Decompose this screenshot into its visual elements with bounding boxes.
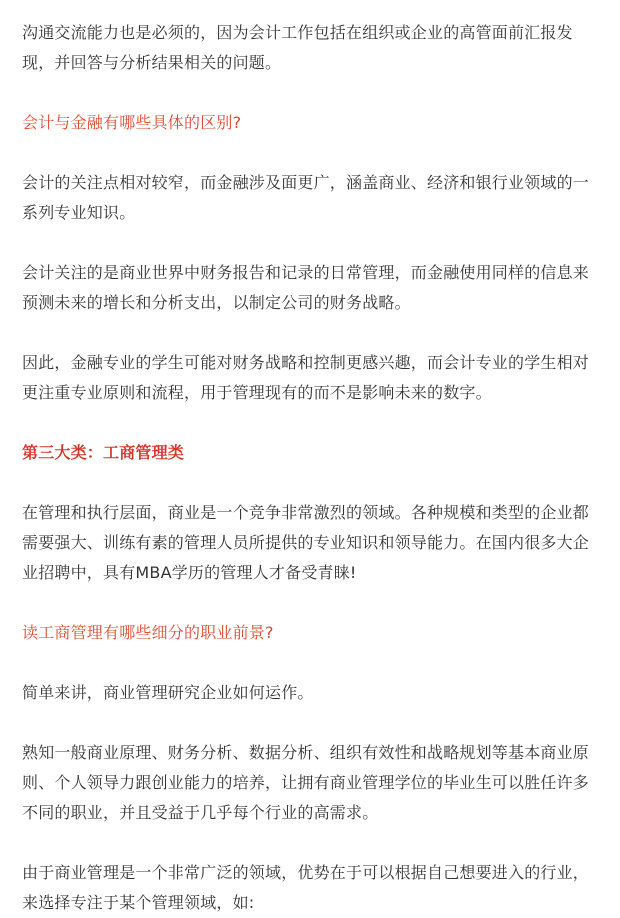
paragraph-broad-field: 由于商业管理是一个非常广泛的领域，优势在于可以根据自己想要进入的行业，来选择专注于某个管理领域，如:: [22, 863, 590, 912]
question-career-prospects: 读工商管理有哪些细分的职业前景?: [22, 623, 274, 642]
paragraph-spacer: [22, 78, 604, 108]
paragraph-spacer: [22, 138, 604, 168]
paragraph-spacer: [22, 228, 604, 258]
paragraph-communication-skills: 沟通交流能力也是必须的，因为会计工作包括在组织或企业的高管面前汇报发现，并回答与分析结果相关的问题。: [22, 23, 573, 72]
section-heading-business-administration: 第三大类：工商管理类: [22, 443, 185, 462]
paragraph-spacer: [22, 468, 604, 498]
paragraph-spacer: [22, 828, 604, 858]
paragraph-focus-difference: 会计的关注点相对较窄，而金融涉及面更广，涵盖商业、经济和银行业领域的一系列专业知识。: [22, 173, 590, 222]
paragraph-management-competition: 在管理和执行层面，商业是一个竞争非常激烈的领域。各种规模和类型的企业都需要强大、训练有素的管理人员所提供的专业知识和领导能力。在国内很多大企业招聘中，具有MBA学历的管理人才备受青睐!: [22, 503, 590, 582]
paragraph-spacer: [22, 648, 604, 678]
paragraph-business-principles: 熟知一般商业原理、财务分析、数据分析、组织有效性和战略规划等基本商业原则、个人领导力跟创业能力的培养，让拥有商业管理学位的毕业生可以胜任许多不同的职业，并且受益于几乎每个行业的高需求。: [22, 743, 590, 822]
article-body: [22, 18, 604, 918]
paragraph-spacer: [22, 318, 604, 348]
paragraph-reporting-vs-forecasting: 会计关注的是商业世界中财务报告和记录的日常管理，而金融使用同样的信息来预测未来的增长和分析支出，以制定公司的财务战略。: [22, 263, 590, 312]
paragraph-spacer: [22, 708, 604, 738]
question-accounting-vs-finance: 会计与金融有哪些具体的区别?: [22, 113, 242, 132]
paragraph-spacer: [22, 408, 604, 438]
paragraph-student-interests: 因此，金融专业的学生可能对财务战略和控制更感兴趣，而会计专业的学生相对更注重专业原则和流程，用于管理现有的而不是影响未来的数字。: [22, 353, 590, 402]
paragraph-spacer: [22, 588, 604, 618]
paragraph-simple-definition: 简单来讲，商业管理研究企业如何运作。: [22, 683, 314, 702]
